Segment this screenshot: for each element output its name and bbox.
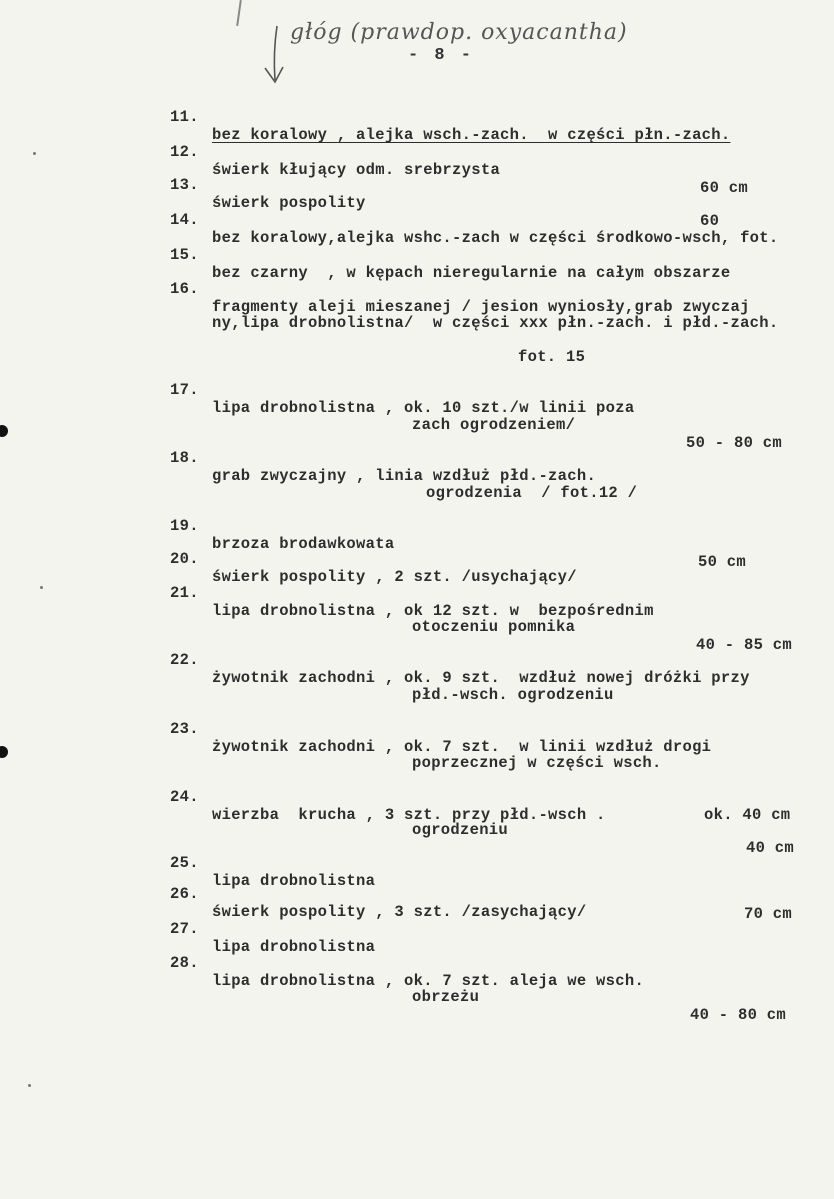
entry-text: lipa drobnolistna , ok. 7 szt. aleja we wsch. [212, 972, 645, 990]
entry-number: 18. [170, 449, 199, 467]
entry-number: 23. [170, 720, 199, 738]
entry-measure: 40 cm [746, 839, 795, 857]
entry-number: 22. [170, 651, 199, 669]
entry-continuation-text: otoczeniu pomnika [412, 618, 576, 636]
entry-text: bez czarny , w kępach nieregularnie na całym obszarze [212, 264, 731, 282]
pencil-mark [236, 0, 242, 26]
entry-text: świerk pospolity [212, 194, 366, 212]
entry-text: bez koralowy,alejka wshc.-zach w części środkowo-wsch, fot. [212, 229, 779, 247]
entry-measure: 50 - 80 cm [686, 434, 783, 452]
entry-text: lipa drobnolistna , ok 12 szt. w bezpośrednim [212, 602, 654, 620]
paper-speck [28, 1084, 31, 1087]
entry-continuation-text: zach ogrodzeniem/ [412, 416, 576, 434]
entry-number: 26. [170, 885, 199, 903]
entry-number: 14. [170, 211, 199, 229]
entry-continuation-text: płd.-wsch. ogrodzeniu [412, 686, 614, 704]
entry-number: 17. [170, 381, 199, 399]
entry-text: bez koralowy , alejka wsch.-zach. w części płn.-zach. [212, 126, 731, 144]
entry-text: grab zwyczajny , linia wzdłuż płd.-zach. [212, 467, 597, 485]
entry-number: 24. [170, 788, 199, 806]
paper-speck [40, 586, 43, 589]
page-number: - 8 - [408, 46, 475, 65]
entry-text: lipa drobnolistna [212, 872, 376, 890]
entry-number: 28. [170, 954, 199, 972]
entry-number: 20. [170, 550, 199, 568]
entry-measure: ok. 40 cm [704, 806, 791, 824]
entry-number: 12. [170, 143, 199, 161]
entry-measure: 60 [700, 212, 720, 230]
entry-measure: 40 - 85 cm [696, 636, 793, 654]
entry-number: 19. [170, 517, 199, 535]
entry-number: 16. [170, 280, 199, 298]
entry-text: świerk kłujący odm. srebrzysta [212, 161, 501, 179]
handwritten-note: głóg (prawdop. oxyacantha) [290, 20, 628, 45]
entry-text: lipa drobnolistna [212, 938, 376, 956]
handwritten-arrow-icon [255, 18, 295, 90]
entry-text: brzoza brodawkowata [212, 535, 395, 553]
entry-continuation-text: obrzeżu [412, 988, 480, 1006]
entry-measure: 60 cm [700, 179, 749, 197]
entry-number: 25. [170, 854, 199, 872]
entry-continuation-text: ogrodzeniu [412, 821, 509, 839]
entry-text: świerk pospolity , 2 szt. /usychający/ [212, 568, 577, 586]
entry-text: świerk pospolity , 3 szt. /zasychający/ [212, 903, 587, 921]
entry-number: 21. [170, 584, 199, 602]
entry-text: żywotnik zachodni , ok. 7 szt. w linii wzdłuż drogi [212, 738, 712, 756]
entry-measure: 70 cm [744, 905, 793, 923]
entry-number: 11. [170, 108, 199, 126]
entry-continuation-text: poprzecznej w części wsch. [412, 754, 662, 772]
entry-continuation-text: ogrodzenia / fot.12 / [426, 484, 638, 502]
entry-text: żywotnik zachodni , ok. 9 szt. wzdłuż nowej dróżki przy [212, 669, 750, 687]
entry-number: 15. [170, 246, 199, 264]
entry-measure: 50 cm [698, 553, 747, 571]
entry-measure: 40 - 80 cm [690, 1006, 787, 1024]
entry-number: 27. [170, 920, 199, 938]
entry-text: wierzba krucha , 3 szt. przy płd.-wsch . [212, 806, 606, 824]
entry-continuation-text: ny,lipa drobnolistna/ w części xxx płn.-zach. i płd.-zach. [212, 314, 779, 332]
entry-text: lipa drobnolistna , ok. 10 szt./w linii poza [212, 399, 635, 417]
entry-text: fragmenty aleji mieszanej / jesion wyniosły,grab zwyczaj [212, 298, 750, 316]
entry-continuation-text: fot. 15 [518, 348, 586, 366]
entry-number: 13. [170, 176, 199, 194]
